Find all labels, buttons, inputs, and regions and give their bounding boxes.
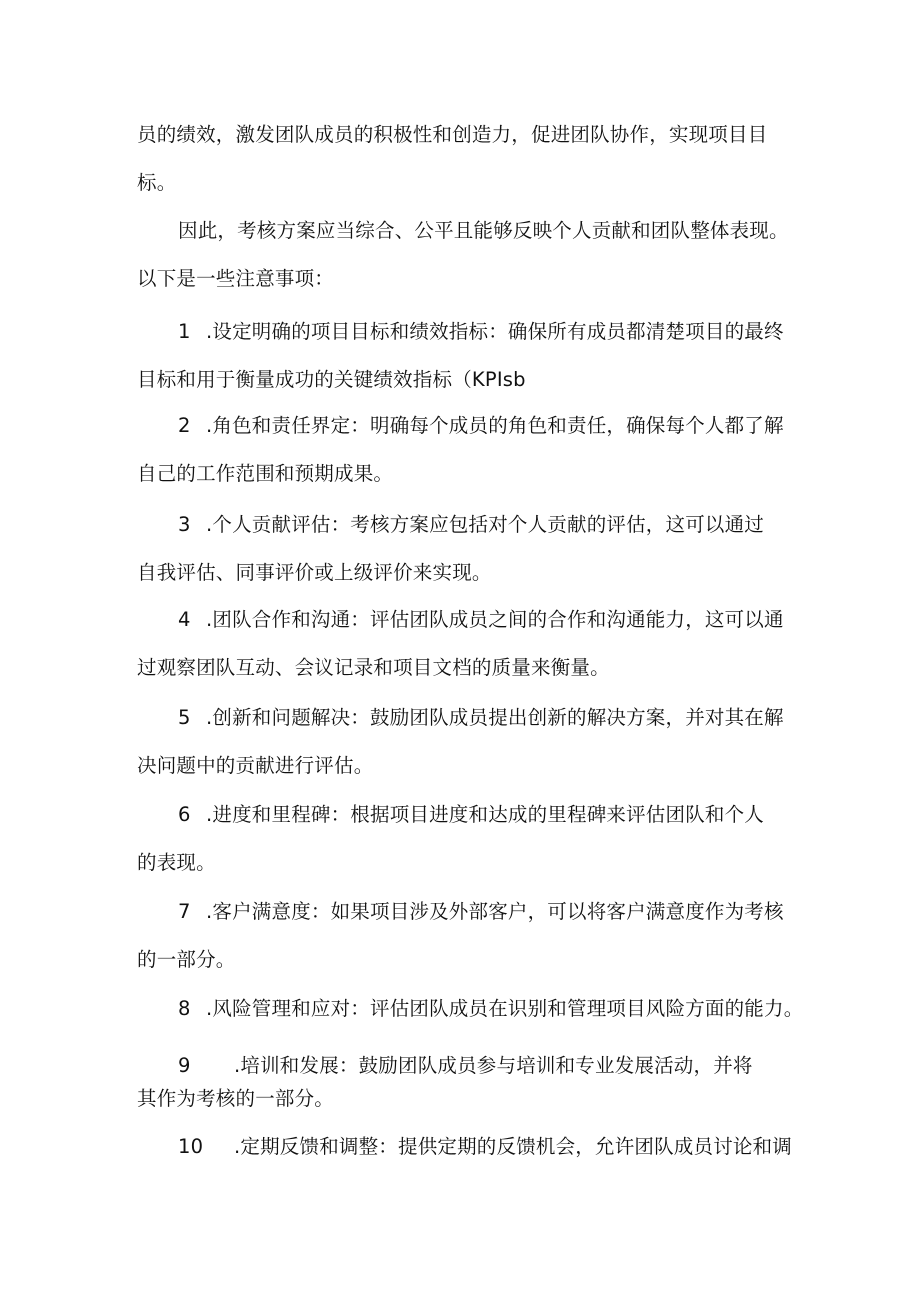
item-number: 3 [178,513,191,536]
list-item-7-continuation: 的一部分。 [137,948,236,971]
item-text: .风险管理和应对：评估团队成员在识别和管理项目风险方面的能力。 [206,997,804,1020]
intro-line-2: 标。 [137,171,177,194]
list-item-2-continuation: 自己的工作范围和预期成果。 [137,462,394,485]
item-number: 8 [178,997,191,1020]
item-text: .创新和问题解决：鼓励团队成员提出创新的解决方案，并对其在解 [206,706,784,729]
list-item-1 [178,318,784,346]
list-item-4-continuation: 过观察团队互动、会议记录和项目文档的质量来衡量。 [137,656,610,679]
item-text: .角色和责任界定：明确每个成员的角色和责任，确保每个人都了解 [206,414,784,437]
item-text: .培训和发展：鼓励团队成员参与培训和专业发展活动，并将 [234,1054,753,1077]
item-number: 10 [178,1135,204,1158]
list-item-1-continuation: 目标和用于衡量成功的关键绩效指标（KPIsb [137,368,526,391]
list-item-5-continuation: 决问题中的贡献进行评估。 [137,754,374,777]
item-text: .进度和里程碑：根据项目进度和达成的里程碑来评估团队和个人 [206,803,764,826]
intro-line-1: 员的绩效，激发团队成员的积极性和创造力，促进团队协作，实现项目目 [137,123,768,146]
list-item-7 [178,898,784,926]
item-text: .设定明确的项目目标和绩效指标：确保所有成员都清楚项目的最终 [206,320,784,343]
list-item-5 [178,704,784,732]
list-item-4 [178,606,784,634]
list-item-8 [178,995,803,1023]
paragraph-line-1: 因此，考核方案应当综合、公平且能够反映个人贡献和团队整体表现。 [178,219,789,242]
item-text: .个人贡献评估：考核方案应包括对个人贡献的评估，这可以通过 [206,513,764,536]
paragraph-line-2: 以下是一些注意事项： [137,267,335,290]
list-item-3-continuation: 自我评估、同事评价或上级评价来实现。 [137,561,492,584]
item-number: 2 [178,414,191,437]
list-item-2 [178,412,784,440]
list-item-3 [178,511,764,539]
list-item-6-continuation: 的表现。 [137,851,216,874]
item-number: 6 [178,803,191,826]
item-text: .客户满意度：如果项目涉及外部客户，可以将客户满意度作为考核 [206,900,784,923]
list-item-6 [178,801,764,829]
list-item-10 [178,1133,792,1161]
item-text: .定期反馈和调整：提供定期的反馈机会，允许团队成员讨论和调 [234,1135,792,1158]
item-number: 7 [178,900,191,923]
item-number: 5 [178,706,191,729]
item-number: 4 [178,608,191,631]
item-number: 9 [178,1054,191,1077]
list-item-9 [178,1052,753,1080]
list-item-9-continuation: 其作为考核的一部分。 [137,1087,335,1110]
item-number: 1 [178,320,191,343]
item-text: .团队合作和沟通：评估团队成员之间的合作和沟通能力，这可以通 [206,608,784,631]
